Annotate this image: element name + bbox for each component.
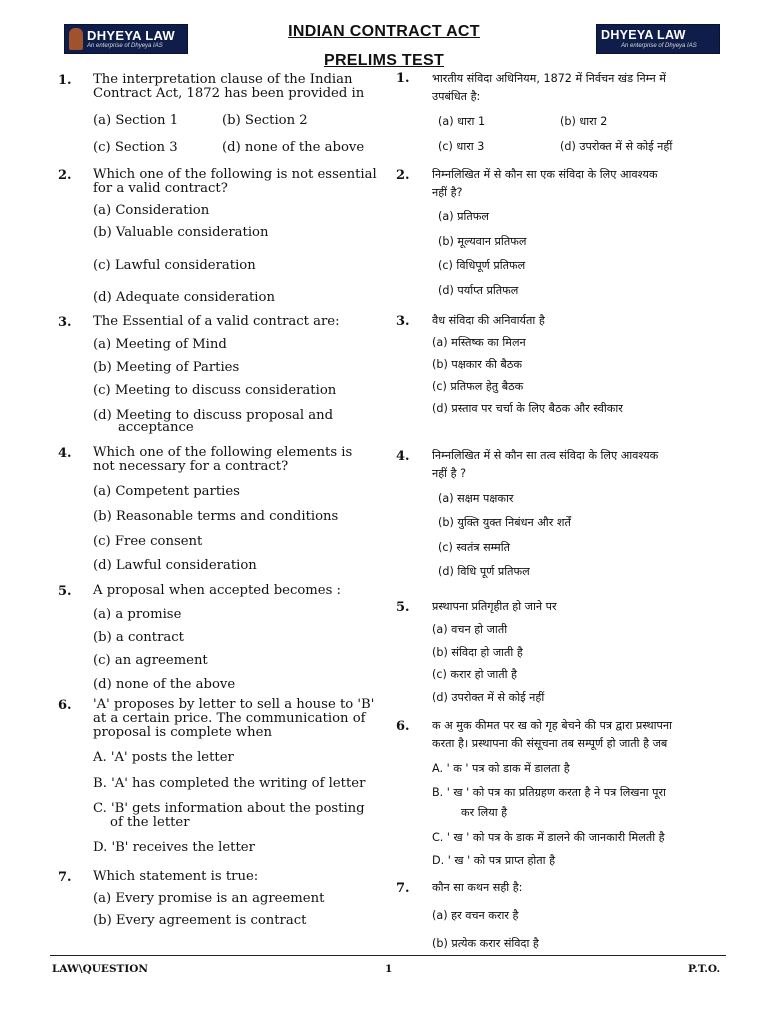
option-en: (d) Lawful consideration <box>93 558 257 573</box>
option-hi: (a) मस्तिष्क का मिलन <box>432 336 526 349</box>
option-hi: (b) पक्षकार की बैठक <box>432 358 522 371</box>
page-number: 1 <box>385 963 393 975</box>
option-en: (a) Every promise is an agreement <box>93 891 325 906</box>
option-en: (b) Meeting of Parties <box>93 360 240 375</box>
option-en: A. 'A' posts the letter <box>93 750 234 765</box>
question-text-en: not necessary for a contract? <box>93 459 289 474</box>
option-hi: (a) प्रतिफल <box>438 210 489 223</box>
option-hi: (c) प्रतिफल हेतु बैठक <box>432 380 524 393</box>
question-number-en: 2. <box>58 168 72 183</box>
option-hi: (b) प्रत्येक करार संविदा है <box>432 937 539 950</box>
option-hi: B. ' ख ' को पत्र का प्रतिग्रहण करता है ने पत्र लिखना पूरा <box>432 786 666 799</box>
question-text-hi: प्रस्थापना प्रतिगृहीत हो जाने पर <box>432 600 557 613</box>
question-text-en: for a valid contract? <box>93 181 228 196</box>
question-text-en: Which one of the following elements is <box>93 445 353 460</box>
logo-tagline: An enterprise of Dhyeya IAS <box>621 43 697 49</box>
option-en: (c) Lawful consideration <box>93 258 256 273</box>
option-en: (a) Competent parties <box>93 484 240 499</box>
option-en: (d) none of the above <box>93 677 236 692</box>
option-en: acceptance <box>118 420 194 435</box>
question-text-en: Contract Act, 1872 has been provided in <box>93 86 365 101</box>
option-hi: कर लिया है <box>461 806 508 819</box>
question-number-en: 6. <box>58 698 72 713</box>
question-number-en: 3. <box>58 315 72 330</box>
option-en: (c) Free consent <box>93 534 203 549</box>
question-number-hi: 1. <box>396 71 410 86</box>
page-title: INDIAN CONTRACT ACT <box>288 23 480 40</box>
option-en: (d) Meeting to discuss proposal and <box>93 408 334 423</box>
question-number-hi: 3. <box>396 314 410 329</box>
question-text-hi: उपबंधित है: <box>432 90 481 103</box>
question-text-en: A proposal when accepted becomes : <box>93 583 341 598</box>
option-hi: D. ' ख ' को पत्र प्राप्त होता है <box>432 854 556 867</box>
question-number-hi: 7. <box>396 881 410 896</box>
option-en: (d) none of the above <box>222 140 365 155</box>
logo-name: DHYEYA LAW <box>601 28 686 42</box>
question-number-en: 5. <box>58 584 72 599</box>
page-subtitle: PRELIMS TEST <box>323 52 445 69</box>
question-text-en: 'A' proposes by letter to sell a house to 'B' <box>93 697 375 712</box>
option-hi: (a) धारा 1 <box>438 115 486 128</box>
option-en: (c) Meeting to discuss consideration <box>93 383 337 398</box>
question-number-hi: 6. <box>396 719 410 734</box>
option-hi: (c) करार हो जाती है <box>432 668 517 681</box>
question-number-hi: 4. <box>396 449 410 464</box>
option-hi: (b) संविदा हो जाती है <box>432 646 523 659</box>
question-number-en: 4. <box>58 446 72 461</box>
question-number-hi: 2. <box>396 168 410 183</box>
question-number-en: 1. <box>58 73 72 88</box>
logo-tagline: An enterprise of Dhyeya IAS <box>87 43 163 49</box>
option-hi: (a) वचन हो जाती <box>432 623 508 636</box>
option-en: (a) Consideration <box>93 203 210 218</box>
option-hi: (c) स्वतंत्र सम्मति <box>438 541 510 554</box>
question-text-hi: वैध संविदा की अनिवार्यता है <box>432 314 545 327</box>
question-text-en: The Essential of a valid contract are: <box>93 314 340 329</box>
question-text-en: Which one of the following is not essential <box>93 167 377 182</box>
option-en: (d) Adequate consideration <box>93 290 275 305</box>
footer-pto: P.T.O. <box>688 963 721 975</box>
option-en: B. 'A' has completed the writing of letter <box>93 776 366 791</box>
option-en: (c) an agreement <box>93 653 208 668</box>
option-hi: (b) मूल्यवान प्रतिफल <box>438 235 527 248</box>
question-text-hi: करता है। प्रस्थापना की संसूचना तब सम्पूर्ण हो जाती है जब <box>432 737 668 750</box>
option-hi: (d) पर्याप्त प्रतिफल <box>438 284 519 297</box>
option-hi: C. ' ख ' को पत्र के डाक में डालने की जानकारी मिलती है <box>432 831 665 844</box>
question-text-hi: नहीं है? <box>432 186 463 199</box>
question-text-en: at a certain price. The communication of <box>93 711 366 726</box>
question-number-hi: 5. <box>396 600 410 615</box>
option-en: (b) Every agreement is contract <box>93 913 307 928</box>
footer-divider <box>50 955 726 956</box>
question-text-en: Which statement is true: <box>93 869 259 884</box>
option-en: (b) a contract <box>93 630 184 645</box>
option-hi: (c) विधिपूर्ण प्रतिफल <box>438 259 526 272</box>
option-en: (b) Reasonable terms and conditions <box>93 509 339 524</box>
option-en: C. 'B' gets information about the posting <box>93 801 365 816</box>
question-text-hi: भारतीय संविदा अधिनियम, 1872 में निर्वचन खंड निम्न में <box>432 72 666 85</box>
question-text-hi: क अ मुक कीमत पर ख को गृह बेचने की पत्र द्वारा प्रस्थापना <box>432 719 672 732</box>
question-text-hi: कौन सा कथन सही है: <box>432 881 523 894</box>
option-hi: (a) हर वचन करार है <box>432 909 519 922</box>
option-en: D. 'B' receives the letter <box>93 840 255 855</box>
question-text-hi: निम्नलिखित में से कौन सा तत्व संविदा के लिए आवश्यक <box>432 449 659 462</box>
option-hi: (d) विधि पूर्ण प्रतिफल <box>438 565 530 578</box>
option-en: (c) Section 3 <box>93 140 178 155</box>
option-hi: (d) उपरोक्त में से कोई नहीं <box>560 140 673 153</box>
option-en: (b) Valuable consideration <box>93 225 269 240</box>
option-hi: (b) युक्ति युक्त निबंधन और शर्तें <box>438 516 571 529</box>
option-hi: (c) धारा 3 <box>438 140 485 153</box>
option-hi: (d) उपरोक्त में से कोई नहीं <box>432 691 545 704</box>
question-number-en: 7. <box>58 870 72 885</box>
logo-name: DHYEYA LAW <box>87 28 175 43</box>
option-en: of the letter <box>110 815 190 830</box>
question-text-en: The interpretation clause of the Indian <box>93 72 353 87</box>
question-text-en: proposal is complete when <box>93 725 272 740</box>
footer-left-label: LAW\QUESTION <box>52 963 148 975</box>
question-text-hi: निम्नलिखित में से कौन सा एक संविदा के लिए आवश्यक <box>432 168 658 181</box>
option-en: (a) Meeting of Mind <box>93 337 227 352</box>
option-hi: (d) प्रस्ताव पर चर्चा के लिए बैठक और स्वीकार <box>432 402 623 415</box>
option-hi: (b) धारा 2 <box>560 115 608 128</box>
option-hi: A. ' क ' पत्र को डाक में डालता है <box>432 762 570 775</box>
option-en: (b) Section 2 <box>222 113 308 128</box>
question-text-hi: नहीं है ? <box>432 467 467 480</box>
option-hi: (a) सक्षम पक्षकार <box>438 492 514 505</box>
option-en: (a) Section 1 <box>93 113 179 128</box>
option-en: (a) a promise <box>93 607 182 622</box>
